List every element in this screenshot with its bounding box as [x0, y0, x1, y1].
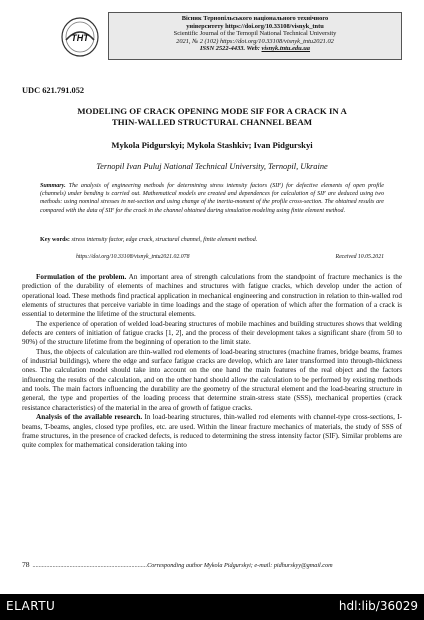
paper-title [22, 106, 402, 128]
journal-logo [60, 16, 100, 58]
title-line-1: MODELING OF CRACK OPENING MODE SIF FOR A CRACK IN A [77, 106, 347, 116]
doi-line [76, 254, 384, 260]
journal-issn: ISSN 2522-4433. Web: [199, 45, 260, 53]
page-number: 78 [22, 560, 30, 569]
page-footer [22, 560, 402, 569]
journal-title-ua: Вісник Тернопільського національного технічного [181, 15, 329, 22]
logo-text: ТНТ [71, 33, 89, 43]
paper-authors: Mykola Pidgurskyi; Mykola Stashkiv; Ivan Pidgurskyi [111, 140, 313, 150]
paragraph-1-heading: Formulation of the problem. [36, 273, 127, 281]
paper-body [22, 273, 402, 451]
paragraph-1 [22, 273, 402, 320]
repository-bar [0, 594, 424, 620]
journal-title-en: Scientific Journal of the Ternopil National Technical University [173, 30, 337, 38]
journal-header [60, 8, 402, 68]
paper-keywords [40, 236, 384, 244]
udc-code: UDC 621.791.052 [22, 86, 85, 95]
journal-web-link[interactable]: visnyk.tntu.edu.ua [261, 45, 311, 53]
keywords-text: stress intensity factor, edge crack, structural channel, finite element method. [71, 237, 258, 243]
journal-title-ua-2: університету [186, 22, 224, 30]
received-date: Received 10.05.2021 [335, 254, 384, 260]
paragraph-4-text: In load-bearing structures, thin-walled rod elements with channel-type cross-sections, I-beams, T-beams, angles, closed type profiles, etc. are used. Within the linear fracture mechanics of materials, the study of SSS of frame structures, in the presence of cracked defects, is reduced to determining the stress intensity factor (SIF). Similar problems are quite complex for mathematical consideration taking into [22, 413, 402, 450]
paper-affiliation: Ternopil Ivan Puluj National Technical University, Ternopil, Ukraine [96, 162, 328, 171]
paper-summary [40, 182, 384, 215]
keywords-label: Key words: [40, 237, 70, 243]
title-line-2: THIN-WALLED STRUCTURAL CHANNEL BEAM [111, 117, 313, 127]
journal-info-box [108, 12, 402, 60]
summary-text: The analysis of engineering methods for determining stress intensity factors (SIF) for defective elements of open profile (channels) under bending is carried out. Mathematical models are created and dependences for calculation of SIF are deduced using two methods: using nominal stresses in net-section and using change of the inertia-moment of the profile cross-section. The obtained results are compared with the data of SIF for the crack in the channel obtained during simulation modeling using finite element method. [40, 183, 384, 214]
paragraph-2: The experience of operation of welded load-bearing structures of mobile machines and building structures shows that welding defects are centers of initiation of fatigue cracks [1, 2], and the process of their development takes a significant share (from 50 to 90%) of the structure lifetime from the beginning of operation to the limit state. [22, 319, 402, 347]
corresponding-author: Corresponding author Mykola Pidgurskyi; e-mail: pidhurskyy@gmail.com [147, 562, 333, 569]
handle-id[interactable]: hdl:lib/36029 [338, 599, 418, 613]
journal-doi-url[interactable]: https://doi.org/10.33108/visnyk_tntu [225, 22, 324, 30]
paragraph-4-heading: Analysis of the available research. [36, 413, 143, 422]
paragraph-3: Thus, the objects of calculation are thin-walled rod elements of load-bearing structures (machine frames, bridge beams, frames of industrial buildings), where the edge and surface fatigue cracks are develop, which are later transformed into through-thickness ones. The calculation model should take into account on the one hand the main features of the real object and the factors influencing the results of the calculation, and on the other hand should allow the calculation to be performed by existing methods and tools. The main factors influencing the durability are the geometry of the structural element and the load-bearing structure in general, the type and properties of the loading process that determine strain-stress state (SSS), mechanical properties (crack resistance characteristics) of the material in the area of growth of fatigue cracks. [22, 347, 402, 412]
paragraph-1-text: An important area of strength calculations from the standpoint of fracture mechanics is the prediction of the durability of elements of machines and structures with fatigue cracks, which develop under the action of operational load. These methods find practical application in mechanical engineering and construction in relation to thin-walled rod elements of structures that perceive variable in time loadings and the stage of operation of which after the formation of a crack is essential to determine the lifetime of the structural elements. [22, 273, 402, 319]
journal-issue: 2021, № 2 (102) https://doi.org/10.33108/visnyk_tntu2021.02 [176, 37, 334, 45]
footer-dots: .......................................................................... [32, 562, 148, 569]
summary-label: Summary. [40, 183, 66, 189]
paper-doi[interactable]: https://doi.org/10.33108/visnyk_tntu2021.02.078 [76, 254, 190, 260]
repository-name: ELARTU [6, 599, 56, 613]
paragraph-4 [22, 413, 402, 450]
